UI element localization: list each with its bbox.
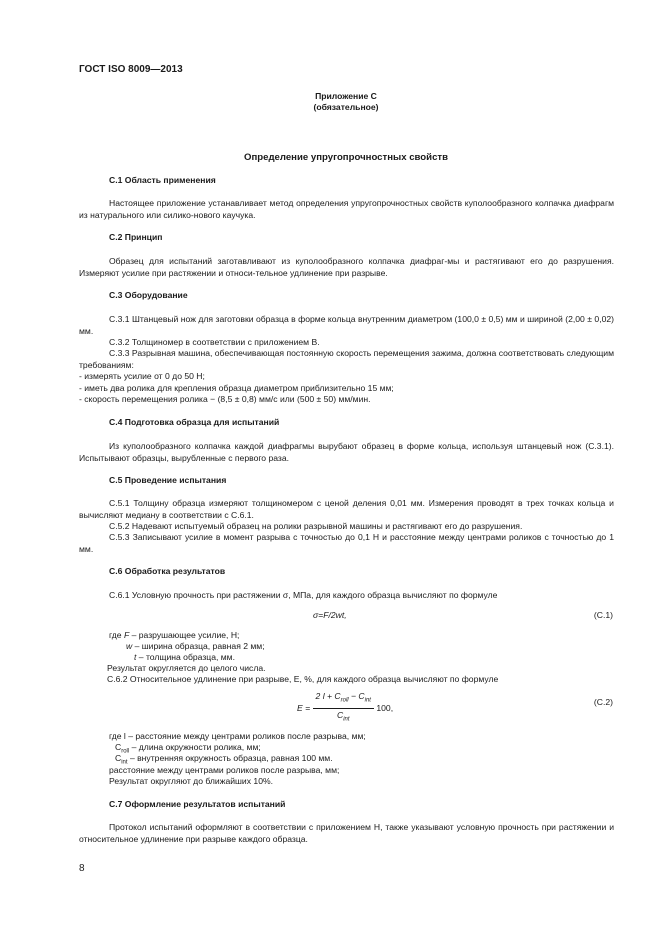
paragraph-c2: Образец для испытаний заготавливают из куполообразного колпачка диафраг-мы и растягивают его до разрушения. Измеряют усилие при растяжении и относи-тельное удлинение при разрыве. xyxy=(79,256,614,278)
list-item: - скорость перемещения ролика − (8,5 ± 0,8) мм/с или (500 ± 50) мм/мин. xyxy=(79,394,371,404)
formula-number-c2: (С.2) xyxy=(593,697,613,707)
paragraph-c7: Протокол испытаний оформляют в соответствии с приложением Н, также указывают условную прочность при растяжении и относительное удлинение при разрыве каждого образца. xyxy=(79,822,614,844)
list-item: - иметь два ролика для крепления образца диаметром приблизительно 15 мм; xyxy=(79,383,394,393)
paragraph-c3-1: С.3.1 Штанцевый нож для заготовки образца в форме кольца внутренним диаметром (100,0 ± 0,5) мм и шириной (2,00 ± 0,02) мм. xyxy=(79,314,614,336)
section-title-c5: С.5 Проведение испытания xyxy=(109,475,227,485)
list-item: - измерять усилие от 0 до 50 Н; xyxy=(79,371,205,381)
annex-heading: Определение упругопрочностных свойств xyxy=(244,152,448,163)
section-title-c7: С.7 Оформление результатов испытаний xyxy=(109,799,286,809)
where-l: где l – расстояние между центрами роликов после разрыва, мм; xyxy=(109,731,366,741)
annex-status: (обязательное) xyxy=(313,102,379,112)
paragraph-c1: Настоящее приложение устанавливает метод определения упругопрочностных свойств куполообразного колпачка диафрагм из натурального или силико-нового каучука. xyxy=(79,198,614,220)
where-w: w – ширина образца, равная 2 мм; xyxy=(126,641,265,651)
annex-title: Приложение С xyxy=(315,91,377,101)
paragraph-c6-1: С.6.1 Условную прочность при растяжении σ, МПа, для каждого образца вычисляют по формуле xyxy=(109,590,498,600)
where-croll: $C_{roll}$ – длина окружности ролика, мм; xyxy=(115,742,261,755)
paragraph-c4: Из куполообразного колпачка каждой диафрагмы вырубают образец в форме кольца, используя штанцевый нож (С.3.1). Испытывают образцы, вырубленные с первого раза. xyxy=(79,441,614,463)
section-title-c1: С.1 Область применения xyxy=(109,175,216,185)
section-title-c4: С.4 Подготовка образца для испытаний xyxy=(109,417,280,427)
document-code: ГОСТ ISO 8009—2013 xyxy=(79,64,183,75)
section-title-c3: С.3 Оборудование xyxy=(109,290,188,300)
page-number: 8 xyxy=(79,863,85,874)
where-t: t – толщина образца, мм. xyxy=(134,652,235,662)
paragraph-c5-3: С.5.3 Записывают усилие в момент разрыва с точностью до 0,1 Н и расстояние между центрами роликов с точностью до 1 мм. xyxy=(79,532,614,554)
result-note-2: Результат округляют до ближайших 10%. xyxy=(109,776,274,786)
paragraph-c3-2: С.3.2 Толщиномер в соответствии с приложением В. xyxy=(109,337,320,347)
where-cint: $C_{int}$ – внутренняя окружность образца, равная 100 мм. xyxy=(115,753,333,766)
where-distance: расстояние между центрами роликов после разрыва, мм; xyxy=(109,765,340,775)
formula-number-c1: (С.1) xyxy=(593,610,613,620)
result-note-1: Результат округляется до целого числа. xyxy=(107,663,266,673)
paragraph-c5-1: С.5.1 Толщину образца измеряют толщиномером с ценой деления 0,01 мм. Измерения проводят в трех точках кольца и вычисляют медиану в соответствии с С.6.1. xyxy=(79,498,614,520)
paragraph-c3-3: С.3.3 Разрывная машина, обеспечивающая постоянную скорость перемещения зажима, должна соответствовать следующим требованиям: xyxy=(79,348,614,370)
where-f: где F – разрушающее усилие, Н; xyxy=(109,630,240,640)
section-title-c6: С.6 Обработка результатов xyxy=(109,566,226,576)
paragraph-c6-2: С.6.2 Относительное удлинение при разрыве, Е, %, для каждого образца вычисляют по формуле xyxy=(107,674,499,684)
section-title-c2: С.2 Принцип xyxy=(109,232,163,242)
formula-c1: σ=F/2wt, xyxy=(313,610,347,620)
paragraph-c5-2: С.5.2 Надевают испытуемый образец на ролики разрывной машины и растягивают его до разрушения. xyxy=(109,521,523,531)
formula-c2: E = $\frac{2 l + C_{roll} - C_{int}}{C_{int}}$ 100, xyxy=(297,691,394,723)
